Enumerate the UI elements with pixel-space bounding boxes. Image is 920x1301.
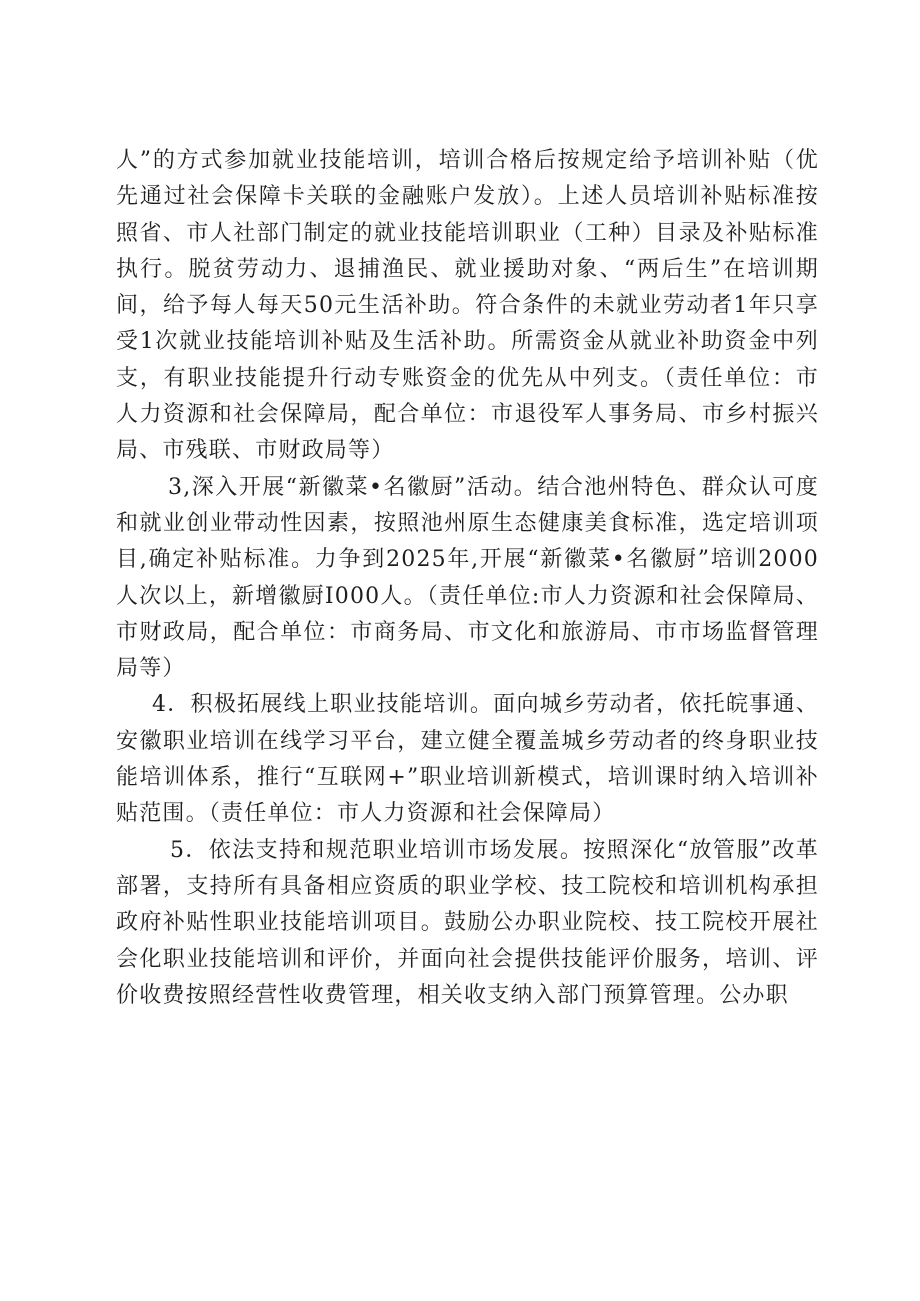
paragraph-item-5: 5．依法支持和规范职业培训市场发展。按照深化“放管服”改革部署，支持所有具备相应资质的职业学校、技工院校和培训机构承担政府补贴性职业技能培训项目。鼓励公办职业院校、技工院校开展社会化职业技能培训和评价，并面向社会提供技能评价服务，培训、评价收费按照经营性收费管理，相关收支纳入部门预算管理。公办职 (116, 837, 819, 1008)
document-body (116, 143, 819, 1014)
paragraph-continuation: 人”的方式参加就业技能培训，培训合格后按规定给予培训补贴（优先通过社会保障卡关联的金融账户发放）。上述人员培训补贴标准按照省、市人社部门制定的就业技能培训职业（工种）目录及补贴标准执行。脱贫劳动力、退捕渔民、就业援助对象、“两后生”在培训期间，给予每人每天50元生活补助。符合条件的未就业劳动者1年只享受1次就业技能培训补贴及生活补助。所需资金从就业补助资金中列支，有职业技能提升行动专账资金的优先从中列支。（责任单位：市人力资源和社会保障局，配合单位：市退役军人事务局、市乡村振兴局、市残联、市财政局等） (116, 148, 819, 464)
paragraph-item-3: 3,深入开展“新徽菜•名徽厨”活动。结合池州特色、群众认可度和就业创业带动性因素，按照池州原生态健康美食标准，选定培训项目,确定补贴标准。力争到2025年,开展“新徽菜•名徽厨”培训2000人次以上，新增徽厨I000人。（责任单位:市人力资源和社会保障局、市财政局，配合单位：市商务局、市文化和旅游局、市市场监督管理局等） (116, 474, 819, 682)
paragraph-item-4: 4．积极拓展线上职业技能培训。面向城乡劳动者，依托皖事通、安徽职业培训在线学习平台，建立健全覆盖城乡劳动者的终身职业技能培训体系，推行“互联网+”职业培训新模式，培训课时纳入培训补贴范围。（责任单位：市人力资源和社会保障局） (116, 692, 819, 827)
